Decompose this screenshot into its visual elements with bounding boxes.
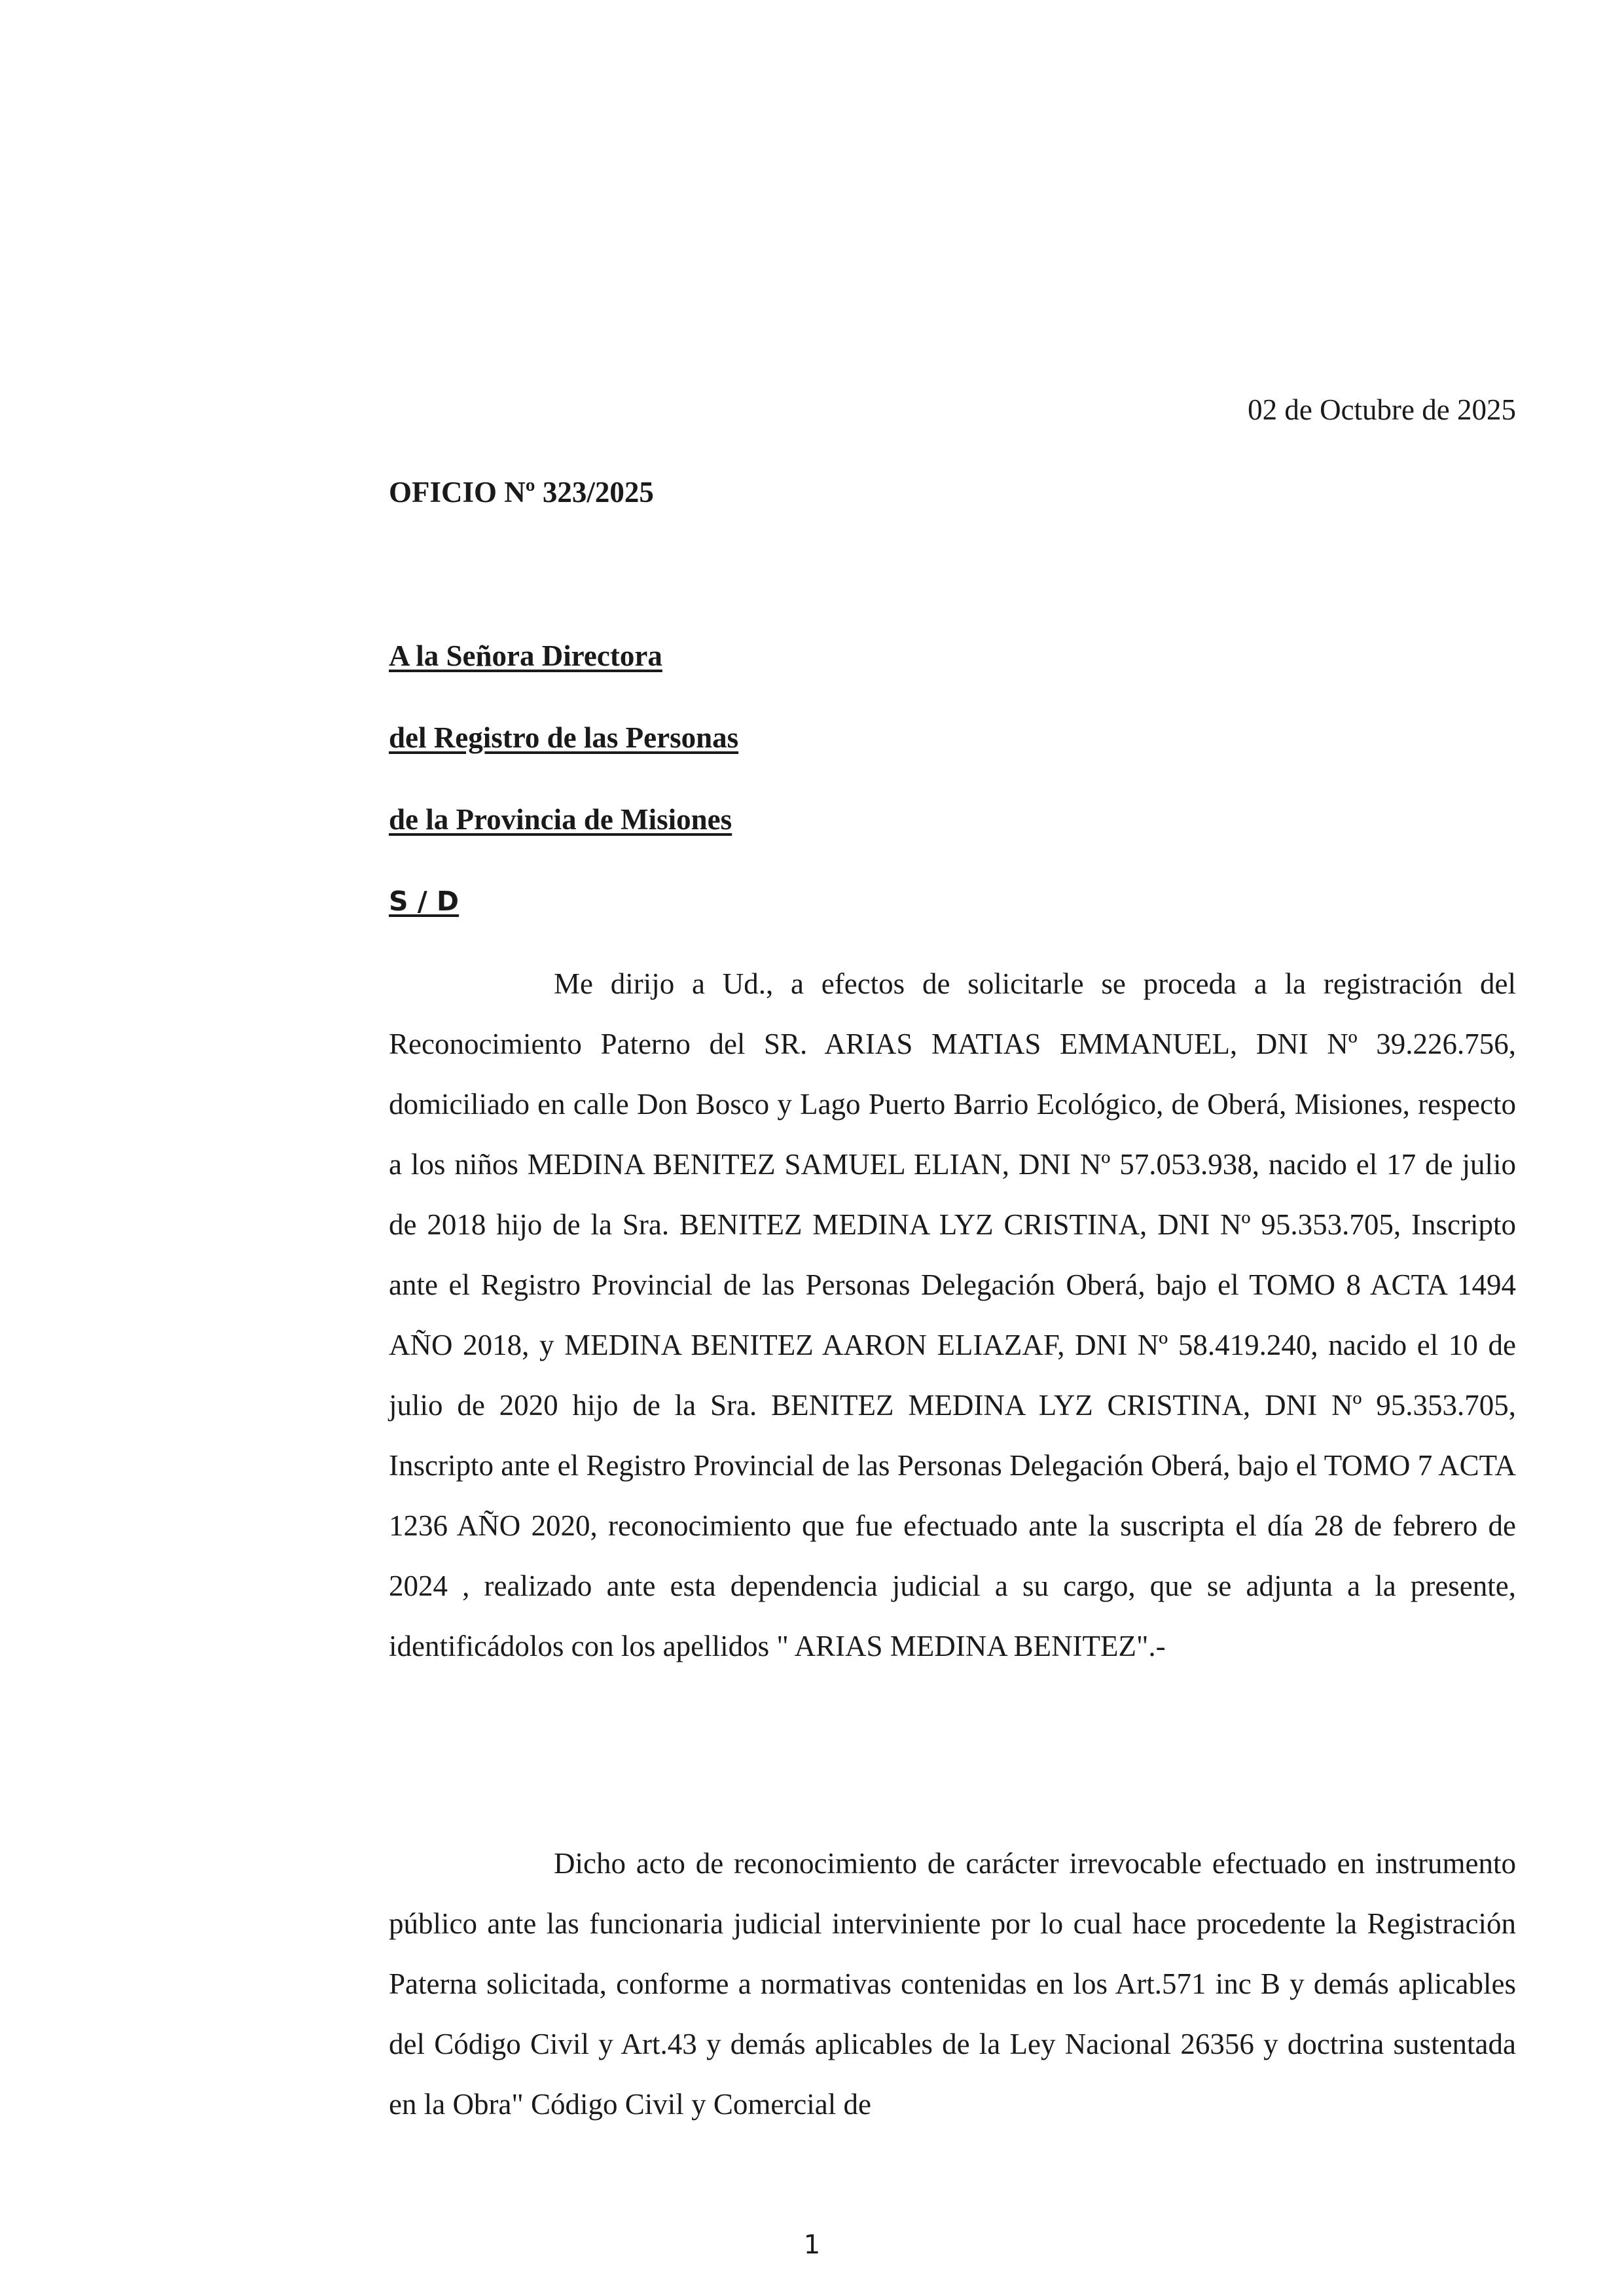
body-paragraph-1: Me dirijo a Ud., a efectos de solicitarle se proceda a la registración del Reconocimiento Paterno del SR. ARIAS MATIAS EMMANUEL, DNI Nº 39.226.756, domiciliado en calle Don Bosco y Lago Puerto Barrio Ecológico, de Oberá, Misiones, respecto a los niños MEDINA BENITEZ SAMUEL ELIAN, DNI Nº 57.053.938, nacido el 17 de julio de 2018 hijo de la Sra. BENITEZ MEDINA LYZ CRISTINA, DNI Nº 95.353.705, Inscripto ante el Registro Provincial de las Personas Delegación Oberá, bajo el TOMO 8 ACTA 1494 AÑO 2018, y MEDINA BENITEZ AARON ELIAZAF, DNI Nº 58.419.240, nacido el 10 de julio de 2020 hijo de la Sra. BENITEZ MEDINA LYZ CRISTINA, DNI Nº 95.353.705, Inscripto ante el Registro Provincial de las Personas Delegación Oberá, bajo el TOMO 7 ACTA 1236 AÑO 2020, reconocimiento que fue efectuado ante la suscripta el día 28 de febrero de 2024 , realizado ante esta dependencia judicial a su cargo, que se adjunta a la presente, identificádolos con los apellidos " ARIAS MEDINA BENITEZ".- [389, 967, 1516, 1662]
body-paragraph-2: Dicho acto de reconocimiento de carácter irrevocable efectuado en instrumento público ante las funcionaria judicial interviniente por lo cual hace procedente la Registración Paterna solicitada, conforme a normativas contenidas en los Art.571 inc B y demás aplicables del Código Civil y Art.43 y demás aplicables de la Ley Nacional 26356 y doctrina sustentada en la Obra" Código Civil y Comercial de [389, 1847, 1516, 2121]
addressee-line-3: de la Provincia de Misiones [389, 803, 732, 836]
addressee-line-1: A la Señora Directora [389, 639, 662, 672]
page-number: 1 [803, 2230, 821, 2260]
addressee-sd: S / D [389, 886, 460, 917]
document-date: 02 de Octubre de 2025 [1248, 393, 1516, 426]
addressee-line-2: del Registro de las Personas [389, 721, 739, 754]
oficio-number: OFICIO Nº 323/2025 [389, 476, 654, 509]
